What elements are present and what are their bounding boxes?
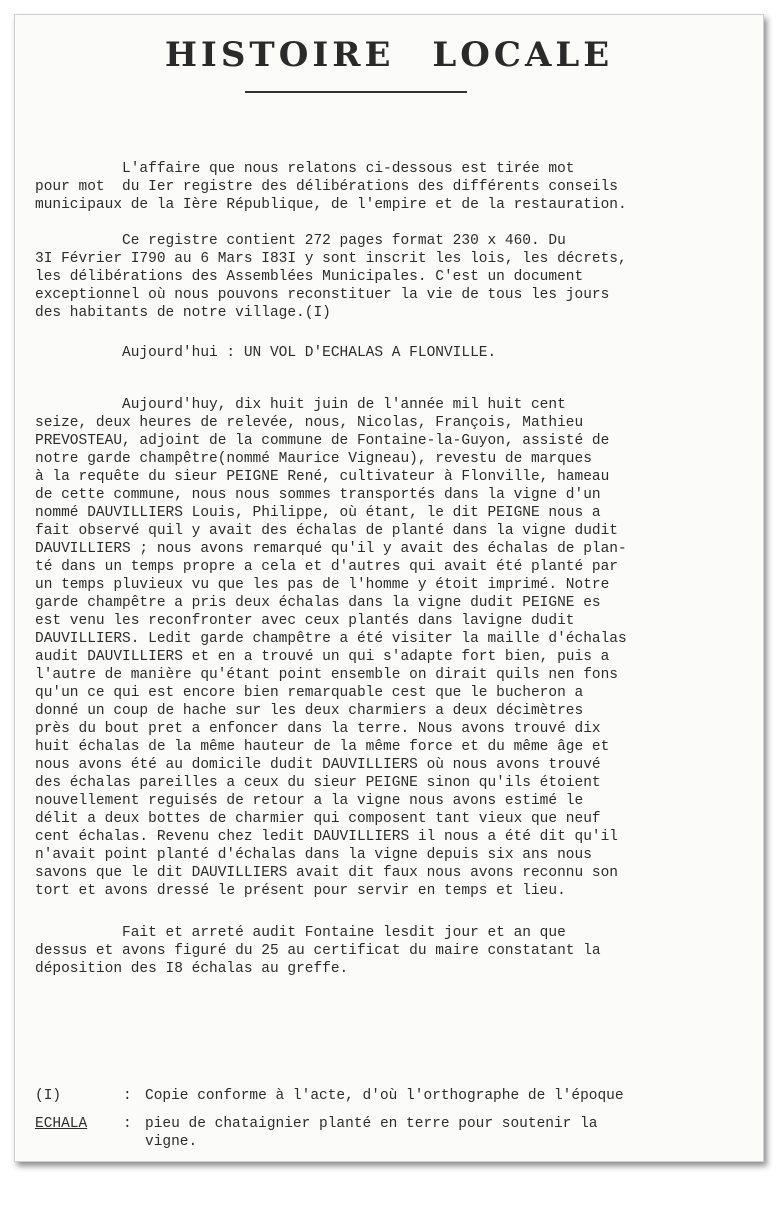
- text-line: nouvellement reguisés de retour a la vigne nous avons estimé le: [35, 793, 584, 809]
- footnote-key: ECHALA: [35, 1116, 88, 1132]
- page-title: [15, 35, 763, 75]
- paragraph-closing: [35, 924, 601, 978]
- text-line: nommé DAUVILLIERS Louis, Philippe, où étant, le dit PEIGNE nous a: [35, 505, 601, 521]
- text-line: Fait et arreté audit Fontaine lesdit jour et an que: [35, 925, 566, 941]
- paragraph-registre: [35, 232, 627, 322]
- text-line: cent échalas. Revenu chez ledit DAUVILLIERS il nous a été dit qu'il: [35, 829, 618, 845]
- text-line: délit a deux bottes de charmier qui composent tant vieux que neuf: [35, 811, 601, 827]
- paragraph-subtitle: [35, 344, 496, 362]
- text-line: pieu de chataignier planté en terre pour soutenir la: [145, 1116, 598, 1132]
- text-line: audit DAUVILLIERS et en a trouvé un qui s'adapte fort bien, puis a: [35, 649, 610, 665]
- text-line: savons que le dit DAUVILLIERS avait dit faux nous avons reconnu son: [35, 865, 618, 881]
- text-line: DAUVILLIERS ; nous avons remarqué qu'il y avait des échalas de plan-: [35, 541, 627, 557]
- text-line: près du bout pret a enfoncer dans la terre. Nous avons trouvé dix: [35, 721, 601, 737]
- text-line: Ce registre contient 272 pages format 230 x 460. Du: [35, 233, 566, 249]
- text-line: notre garde champêtre(nommé Maurice Vigneau), revestu de marques: [35, 451, 592, 467]
- text-line: l'autre de manière qu'étant point ensemble on dirait quils nen fons: [35, 667, 618, 683]
- text-line: garde champêtre a pris deux échalas dans la vigne dudit PEIGNE es: [35, 595, 601, 611]
- text-line: fait observé quil y avait des échalas de planté dans la vigne dudit: [35, 523, 618, 539]
- text-line: tort et avons dressé le présent pour servir en temps et lieu.: [35, 883, 566, 899]
- footnote-separator: :: [123, 1088, 132, 1104]
- text-line: exceptionnel où nous pouvons reconstituer la vie de tous les jours: [35, 287, 610, 303]
- document-page: [14, 14, 764, 1162]
- text-line: pour mot du Ier registre des délibérations des différents conseils: [35, 179, 618, 195]
- text-line: de cette commune, nous nous sommes transportés dans la vigne d'un: [35, 487, 601, 503]
- text-line: un temps pluvieux vu que les pas de l'homme y étoit imprimé. Notre: [35, 577, 610, 593]
- text-line: n'avait point planté d'échalas dans la vigne depuis six ans nous: [35, 847, 592, 863]
- paragraph-intro: [35, 160, 627, 214]
- text-line: huit échalas de la même hauteur de la même force et du même âge et: [35, 739, 610, 755]
- footnote-2: [35, 1115, 598, 1205]
- text-line: dessus et avons figuré du 25 au certificat du maire constatant la: [35, 943, 601, 959]
- text-line: Aujourd'huy, dix huit juin de l'année mil huit cent: [35, 397, 566, 413]
- text-line: té dans un temps propre a cela et d'autres qui avait été planté par: [35, 559, 618, 575]
- text-line: DAUVILLIERS. Ledit garde champêtre a été visiter la maille d'échalas: [35, 631, 627, 647]
- text-line: municipaux de la Ière République, de l'empire et de la restauration.: [35, 197, 627, 213]
- title-underline: [245, 91, 467, 93]
- footnote-separator: :: [123, 1116, 132, 1132]
- text-line: L'affaire que nous relatons ci-dessous est tirée mot: [35, 161, 575, 177]
- text-line: qu'un ce qui est encore bien remarquable cest que le bucheron a: [35, 685, 584, 701]
- footnote-body: [145, 1087, 624, 1105]
- text-line: 3I Février I790 au 6 Mars I83I y sont inscrit les lois, les décrets,: [35, 251, 627, 267]
- text-line: des échalas pareilles a ceux du sieur PEIGNE sinon qu'ils étoient: [35, 775, 601, 791]
- text-line: Copie conforme à l'acte, d'où l'orthographe de l'époque: [145, 1088, 624, 1104]
- text-line: nous avons été au domicile dudit DAUVILLIERS où nous avons trouvé: [35, 757, 601, 773]
- title-word-locale: LOCALE: [432, 35, 614, 75]
- text-line: les délibérations des Assemblées Municipales. C'est un document: [35, 269, 584, 285]
- text-line: Aujourd'hui : UN VOL D'ECHALAS A FLONVILLE.: [35, 345, 497, 361]
- text-line: PREVOSTEAU, adjoint de la commune de Fontaine-la-Guyon, assisté de: [35, 433, 610, 449]
- title-word-histoire: HISTOIRE: [164, 35, 395, 75]
- text-line: des habitants de notre village.(I): [35, 305, 331, 321]
- footnote-key: (I): [35, 1088, 62, 1104]
- text-line: donné un coup de hache sur les deux charmiers a deux décimètres: [35, 703, 584, 719]
- text-line: vigne.: [145, 1134, 198, 1150]
- footnote-body: [145, 1115, 597, 1151]
- paragraph-deliberation: [35, 396, 627, 900]
- text-line: à la requête du sieur PEIGNE René, cultivateur à Flonville, hameau: [35, 469, 610, 485]
- text-line: est venu les reconfronter avec ceux plantés dans lavigne dudit: [35, 613, 575, 629]
- text-line: déposition des I8 échalas au greffe.: [35, 961, 349, 977]
- text-line: seize, deux heures de relevée, nous, Nicolas, François, Mathieu: [35, 415, 584, 431]
